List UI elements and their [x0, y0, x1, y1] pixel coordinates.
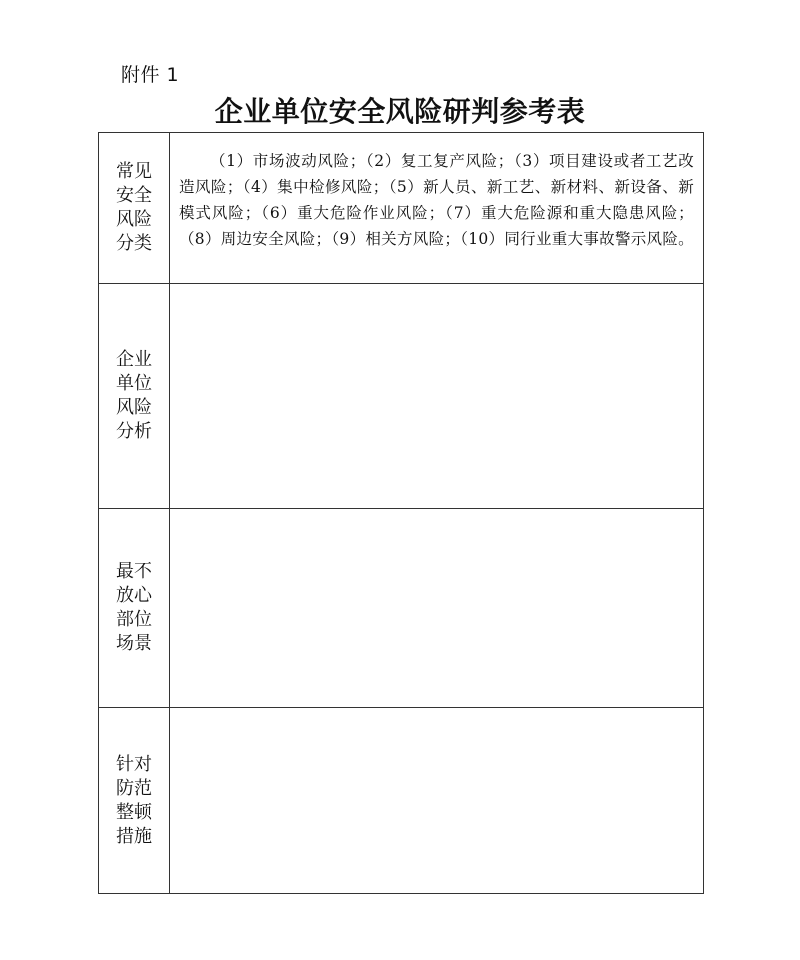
row-header-risk-categories: 常见安全风险分类	[116, 161, 152, 254]
attachment-label: 附件 1	[121, 64, 180, 86]
risk-categories-cell	[170, 133, 704, 284]
row-header-prevention-measures: 针对防范整顿措施	[116, 753, 152, 847]
document-title: 企业单位安全风险研判参考表	[214, 95, 586, 128]
row-header-risk-analysis: 企业单位风险分析	[116, 349, 152, 442]
risk-categories-text: （1）市场波动风险；（2）复工复产风险；（3）项目建设或者工艺改造风险；（4）集中检修风险；（5）新人员、新工艺、新材料、新设备、新模式风险；（6）重大危险作业风险；（7）重大危险源和重大隐患风险；（8）周边安全风险；（9）相关方风险；（10）同行业重大事故警示风险。	[179, 152, 694, 248]
prevention-measures-cell	[170, 708, 704, 894]
table-row-prevention-measures	[99, 708, 704, 894]
risk-analysis-cell	[170, 284, 704, 509]
row-header-cell	[99, 284, 170, 509]
table-row-concern-scenarios	[99, 509, 704, 708]
row-header-concern-scenarios: 最不放心部位场景	[116, 561, 152, 654]
row-header-cell	[99, 509, 170, 708]
table-row-risk-analysis	[99, 284, 704, 509]
table-row-risk-categories	[99, 133, 704, 284]
row-header-cell	[99, 708, 170, 894]
row-header-cell	[99, 133, 170, 284]
risk-assessment-table	[98, 132, 704, 894]
concern-scenarios-cell	[170, 509, 704, 708]
